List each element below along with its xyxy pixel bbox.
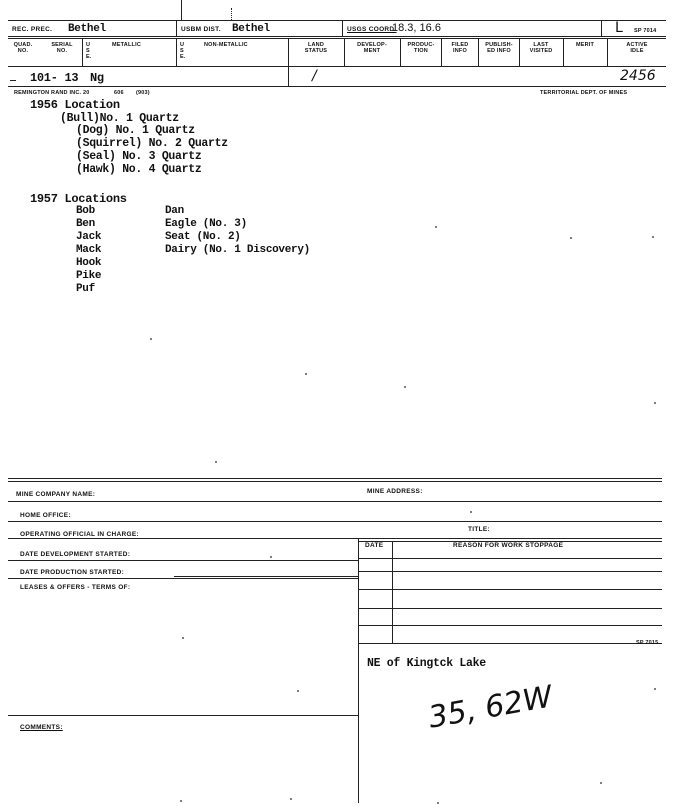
dash-mark (10, 80, 16, 81)
comments-rule (8, 715, 358, 716)
home-office-label: HOME OFFICE: (20, 512, 71, 519)
form-rule-5b (174, 576, 358, 577)
form-rule-3 (8, 538, 662, 539)
leases-label: LEASES & OFFERS - TERMS OF: (20, 584, 131, 591)
scan-speck (404, 386, 406, 388)
reason-col-label: REASON FOR WORK STOPPAGE (453, 542, 564, 549)
location-1957-col1-2: Ben (76, 218, 95, 230)
location-1957-col1-5: Hook (76, 257, 102, 269)
scan-speck (435, 226, 437, 228)
col-metallic-header: METALLIC (112, 42, 141, 48)
locations-1956-heading: 1956 Location (30, 98, 120, 112)
form-top-rule (8, 478, 662, 479)
col-div-8 (519, 38, 520, 66)
scan-speck (305, 373, 307, 375)
col-div-5 (400, 38, 401, 66)
printer-note: REMINGTON RAND INC. 20 (14, 90, 90, 96)
form-rule-4 (8, 560, 358, 561)
location-1956-item-3: (Squirrel) No. 2 Quartz (76, 137, 228, 150)
location-1957-col2-4: Dairy (No. 1 Discovery) (165, 244, 310, 256)
scan-speck (600, 782, 602, 784)
scan-speck (215, 461, 217, 463)
location-1957-col1-7: Puf (76, 283, 95, 295)
form-rule-5 (8, 578, 358, 579)
location-note: NE of Kingtck Lake (367, 657, 486, 670)
col-development-header: DEVELOP- MENT (357, 42, 387, 54)
col-div-6 (441, 38, 442, 66)
scan-speck (470, 511, 472, 513)
mine-address-label: MINE ADDRESS: (367, 488, 423, 495)
date-production-label: DATE PRODUCTION STARTED: (20, 569, 125, 576)
handwritten-code: 2456 (620, 68, 656, 84)
scan-speck (654, 688, 656, 690)
scan-speck (570, 237, 572, 239)
stoppage-rule-3 (358, 589, 662, 590)
col-div-10 (607, 38, 608, 66)
form-top-rule-2 (8, 481, 662, 482)
printer-code-2: (903) (136, 90, 150, 96)
rec-prec-value: Bethel (68, 23, 106, 35)
form-rule-2 (8, 521, 662, 522)
comments-label: COMMENTS: (20, 724, 63, 731)
stoppage-rule-2 (358, 571, 662, 572)
col-land-status-header: LAND STATUS (304, 42, 328, 54)
land-status-mark: / (312, 68, 317, 84)
usgs-coord-value: 18.3, 16.6 (392, 22, 441, 34)
corner-mark: L (615, 20, 623, 36)
usgs-coord-label: USGS COORD. (347, 26, 397, 33)
col-published-info-header: PUBLISH- ED INFO (485, 42, 513, 54)
location-1956-item-2: (Dog) No. 1 Quartz (76, 124, 195, 137)
row1-divider-1 (176, 20, 177, 36)
scan-speck (180, 800, 182, 802)
form-center-divider (358, 538, 359, 803)
col-use-metallic: U S E. (86, 42, 92, 60)
col-div-7 (478, 38, 479, 66)
col-serial-header: SERIAL NO. (51, 42, 73, 54)
location-1956-item-1: (Bull)No. 1 Quartz (60, 112, 179, 125)
location-1957-col2-1: Dan (165, 205, 184, 217)
top-tab-line-right (231, 8, 232, 20)
header-row-rule-2 (8, 66, 666, 67)
scan-speck (437, 802, 439, 804)
col-div-1 (82, 38, 83, 66)
sp-number-top: SP 7014 (634, 28, 657, 34)
scan-speck (150, 338, 152, 340)
mine-company-label: MINE COMPANY NAME: (16, 491, 96, 498)
form-rule-1 (8, 501, 662, 502)
operating-official-label: OPERATING OFFICIAL IN CHARGE: (20, 531, 139, 538)
scan-speck (652, 236, 654, 238)
header-top-rule (8, 20, 666, 21)
stoppage-rule-4 (358, 608, 662, 609)
col-quad-header: QUAD. NO. (13, 42, 33, 54)
location-1957-col2-2: Eagle (No. 3) (165, 218, 247, 230)
scan-speck (297, 690, 299, 692)
scan-speck (654, 402, 656, 404)
col-filed-info-header: FILED INFO (451, 42, 469, 54)
metallic-value: Ng (90, 71, 104, 85)
stoppage-rule-1 (358, 558, 662, 559)
col-last-visited-header: LAST VISITED (529, 42, 553, 54)
scan-speck (290, 798, 292, 800)
header-row-rule-3 (8, 86, 666, 87)
header-row-rule-1b (8, 38, 666, 39)
usbm-dist-label: USBM DIST. (181, 26, 221, 33)
date-development-label: DATE DEVELOPMENT STARTED: (20, 551, 131, 558)
col-production-header: PRODUC- TION (407, 42, 435, 54)
dept-label: TERRITORIAL DEPT. OF MINES (540, 90, 628, 96)
quad-serial-value: 101- 13 (30, 71, 79, 85)
col-div-3 (288, 38, 289, 86)
location-1957-col1-4: Mack (76, 244, 102, 256)
location-1957-col1-1: Bob (76, 205, 95, 217)
header-row-rule-1 (8, 36, 666, 37)
col-active-idle-header: ACTIVE IDLE (626, 42, 648, 54)
scan-speck (182, 637, 184, 639)
stoppage-rule-6 (358, 643, 662, 644)
rec-prec-label: REC. PREC. (12, 26, 53, 33)
location-1957-col1-6: Pike (76, 270, 102, 282)
sp-number-bottom: SP 7015 (636, 640, 659, 646)
col-div-4 (344, 38, 345, 66)
col-nonmetallic-header: NON-METALLIC (204, 42, 248, 48)
handwritten-number: 35, 62W (425, 679, 556, 736)
location-1957-col2-3: Seat (No. 2) (165, 231, 241, 243)
col-div-2 (176, 38, 177, 66)
date-col-divider (392, 541, 393, 643)
scan-speck (270, 556, 272, 558)
stoppage-rule-5 (358, 625, 662, 626)
printer-code: 606 (114, 90, 124, 96)
col-div-9 (563, 38, 564, 66)
locations-1957-heading: 1957 Locations (30, 192, 127, 206)
location-1956-item-4: (Seal) No. 3 Quartz (76, 150, 202, 163)
top-tab-line-left (181, 0, 182, 20)
title-label: TITLE: (468, 526, 491, 533)
usbm-dist-value: Bethel (232, 23, 270, 35)
location-1957-col1-3: Jack (76, 231, 102, 243)
row1-divider-3 (601, 20, 602, 36)
location-1956-item-5: (Hawk) No. 4 Quartz (76, 163, 202, 176)
col-merit-header: MERIT (575, 42, 595, 48)
col-use-nonmetallic: U S E. (180, 42, 186, 60)
date-col-label: DATE (365, 542, 384, 549)
row1-divider-2 (342, 20, 343, 36)
